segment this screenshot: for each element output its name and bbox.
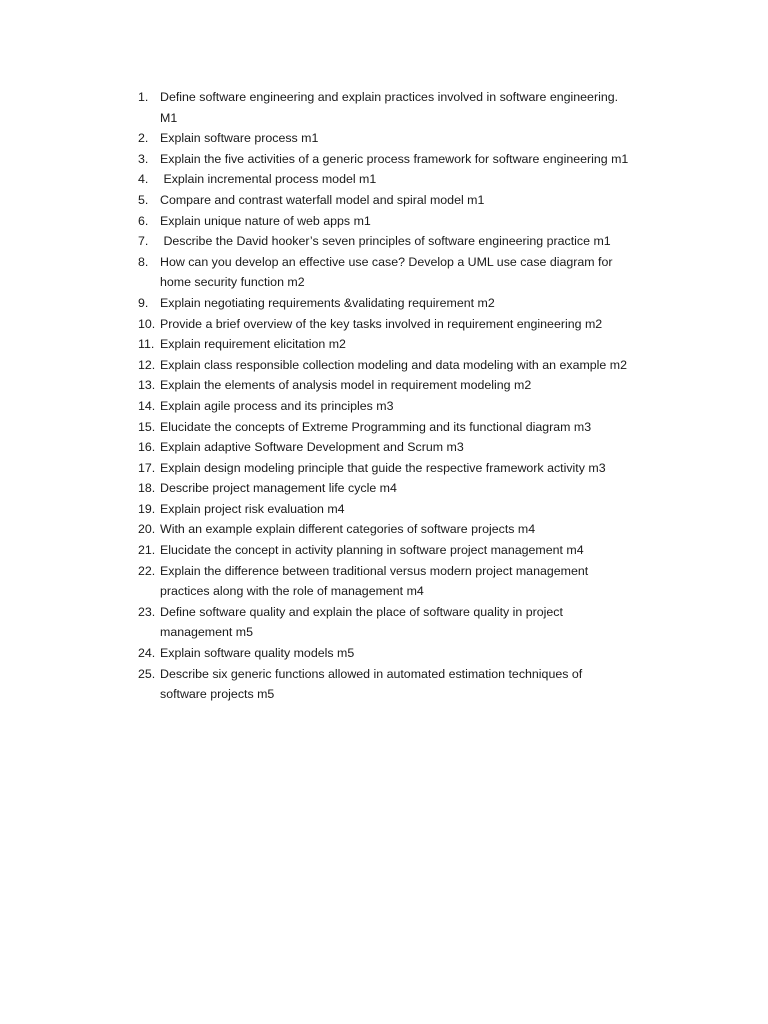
question-text <box>160 458 654 479</box>
question-item <box>134 190 654 211</box>
question-item <box>134 231 654 252</box>
question-text <box>160 417 654 438</box>
question-text-line: Explain the difference between traditional versus modern project management <box>160 563 589 578</box>
question-number: 21. <box>138 543 156 558</box>
question-text-line: Explain incremental process model m1 <box>160 172 377 187</box>
question-text-line: How can you develop an effective use case? Develop a UML use case diagram for <box>160 254 613 269</box>
question-text-line: Explain agile process and its principles m3 <box>160 398 394 413</box>
question-text-line: Elucidate the concepts of Extreme Programming and its functional diagram m3 <box>160 419 592 434</box>
question-text <box>160 128 654 149</box>
question-item <box>134 437 654 458</box>
question-item <box>134 169 654 190</box>
question-number: 11. <box>138 337 155 352</box>
question-list <box>134 87 654 705</box>
question-number: 5. <box>138 192 149 207</box>
question-item <box>134 334 654 355</box>
question-text-line: Compare and contrast waterfall model and spiral model m1 <box>160 192 485 207</box>
question-text-line: With an example explain different categories of software projects m4 <box>160 522 536 537</box>
question-item <box>134 643 654 664</box>
question-text-line: home security function m2 <box>160 275 305 290</box>
question-text-line: Elucidate the concept in activity planning in software project management m4 <box>160 543 584 558</box>
question-item <box>134 499 654 520</box>
question-item <box>134 87 654 128</box>
question-text-line: software projects m5 <box>160 687 275 702</box>
question-text <box>160 293 654 314</box>
question-text <box>160 375 654 396</box>
question-item <box>134 375 654 396</box>
question-item <box>134 128 654 149</box>
question-text-line: practices along with the role of management m4 <box>160 584 424 599</box>
question-text-line: Define software engineering and explain practices involved in software engineering. <box>160 90 619 104</box>
question-number: 2. <box>138 131 149 146</box>
question-text-line: Explain unique nature of web apps m1 <box>160 213 371 228</box>
question-number: 19. <box>138 501 156 516</box>
question-text-line: Explain software process m1 <box>160 131 319 146</box>
question-item <box>134 458 654 479</box>
question-number: 16. <box>138 440 156 455</box>
question-text-line: Explain adaptive Software Development and Scrum m3 <box>160 440 464 455</box>
question-number: 3. <box>138 151 149 166</box>
question-item <box>134 664 654 705</box>
question-text-line: Explain the elements of analysis model in requirement modeling m2 <box>160 378 532 393</box>
question-text-line: Define software quality and explain the place of software quality in project <box>160 604 563 619</box>
question-number: 24. <box>138 646 156 661</box>
question-text <box>160 437 654 458</box>
question-item <box>134 252 654 293</box>
question-text <box>160 355 654 376</box>
question-item <box>134 211 654 232</box>
question-item <box>134 417 654 438</box>
question-text <box>160 396 654 417</box>
question-text <box>160 334 654 355</box>
question-text-line: Describe the David hooker’s seven principles of software engineering practice m1 <box>160 234 611 249</box>
question-text <box>160 87 654 128</box>
question-text-line: Explain design modeling principle that guide the respective framework activity m3 <box>160 460 606 475</box>
question-text <box>160 519 654 540</box>
question-number: 10. <box>138 316 156 331</box>
question-text <box>160 602 654 643</box>
question-text-line: Explain the five activities of a generic process framework for software engineering m1 <box>160 151 629 166</box>
question-text-line: Explain class responsible collection modeling and data modeling with an example m2 <box>160 357 627 372</box>
question-text <box>160 643 654 664</box>
question-text-line: M1 <box>160 110 178 125</box>
question-item <box>134 396 654 417</box>
question-text <box>160 314 654 335</box>
question-item <box>134 519 654 540</box>
question-text-line: Explain negotiating requirements &validating requirement m2 <box>160 295 495 310</box>
question-number: 12. <box>138 357 156 372</box>
question-item <box>134 478 654 499</box>
question-number: 8. <box>138 254 149 269</box>
question-text <box>160 169 654 190</box>
question-item <box>134 149 654 170</box>
question-number: 6. <box>138 213 149 228</box>
question-text-line: Explain requirement elicitation m2 <box>160 337 346 352</box>
question-number: 22. <box>138 563 156 578</box>
question-number: 17. <box>138 460 156 475</box>
question-text-line: Explain software quality models m5 <box>160 646 355 661</box>
question-item <box>134 540 654 561</box>
question-text <box>160 211 654 232</box>
question-number: 14. <box>138 398 156 413</box>
question-number: 23. <box>138 604 156 619</box>
question-number: 25. <box>138 666 156 681</box>
question-number: 13. <box>138 378 156 393</box>
question-number: 4. <box>138 172 149 187</box>
question-item <box>134 355 654 376</box>
question-text-line: Describe project management life cycle m4 <box>160 481 397 496</box>
question-item <box>134 561 654 602</box>
question-text <box>160 149 654 170</box>
question-item <box>134 293 654 314</box>
question-text-line: Describe six generic functions allowed in automated estimation techniques of <box>160 666 583 681</box>
question-text <box>160 231 654 252</box>
question-item <box>134 314 654 335</box>
question-text <box>160 252 654 293</box>
question-text-line: management m5 <box>160 625 253 640</box>
question-text-line: Explain project risk evaluation m4 <box>160 501 345 516</box>
question-number: 18. <box>138 481 156 496</box>
question-number: 20. <box>138 522 156 537</box>
question-text <box>160 664 654 705</box>
question-number: 7. <box>138 234 149 249</box>
question-number: 1. <box>138 90 149 104</box>
question-number: 9. <box>138 295 149 310</box>
question-text <box>160 499 654 520</box>
question-number: 15. <box>138 419 156 434</box>
question-text-line: Provide a brief overview of the key tasks involved in requirement engineering m2 <box>160 316 603 331</box>
question-text <box>160 561 654 602</box>
question-text <box>160 478 654 499</box>
question-text <box>160 190 654 211</box>
question-text <box>160 540 654 561</box>
question-item <box>134 602 654 643</box>
